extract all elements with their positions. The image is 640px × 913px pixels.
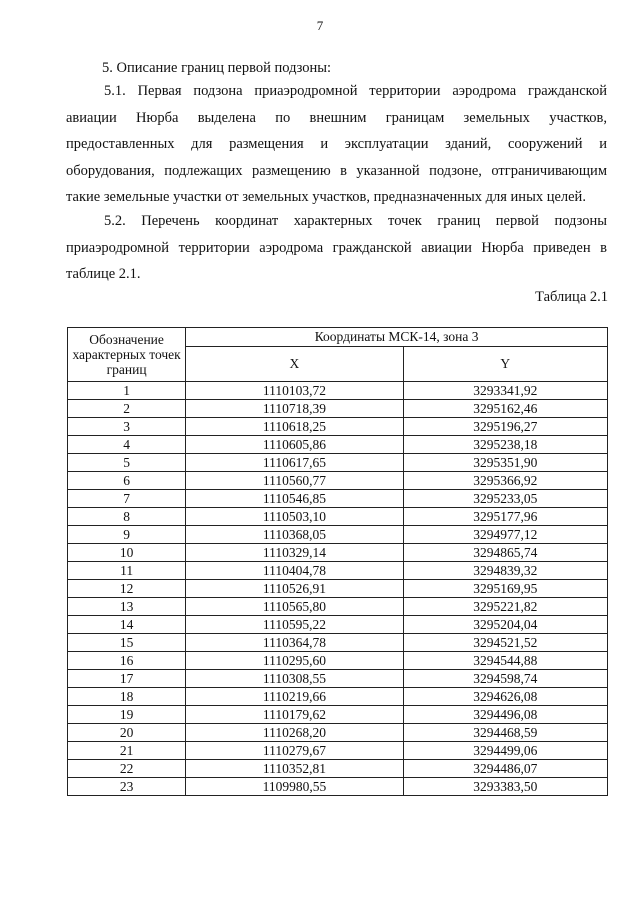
cell-point-number: 8 [68, 508, 186, 526]
cell-y: 3294839,32 [403, 562, 607, 580]
cell-x: 1110526,91 [186, 580, 403, 598]
cell-x: 1110503,10 [186, 508, 403, 526]
cell-point-number: 15 [68, 634, 186, 652]
table-row [68, 760, 608, 778]
table-row [68, 724, 608, 742]
header-y: Y [403, 347, 607, 382]
cell-x: 1110595,22 [186, 616, 403, 634]
cell-y: 3294598,74 [403, 670, 607, 688]
cell-x: 1110605,86 [186, 436, 403, 454]
table-row [68, 400, 608, 418]
cell-point-number: 1 [68, 382, 186, 400]
table-header [68, 328, 608, 382]
cell-y: 3294486,07 [403, 760, 607, 778]
table-row [68, 544, 608, 562]
table-row [68, 526, 608, 544]
table-row [68, 706, 608, 724]
cell-x: 1109980,55 [186, 778, 403, 796]
cell-x: 1110308,55 [186, 670, 403, 688]
cell-point-number: 20 [68, 724, 186, 742]
cell-y: 3295162,46 [403, 400, 607, 418]
table-body [68, 382, 608, 796]
table-row [68, 742, 608, 760]
table-row [68, 508, 608, 526]
table-row [68, 598, 608, 616]
cell-x: 1110279,67 [186, 742, 403, 760]
table-row [68, 688, 608, 706]
table-row [68, 454, 608, 472]
cell-point-number: 21 [68, 742, 186, 760]
table-row [68, 616, 608, 634]
cell-point-number: 17 [68, 670, 186, 688]
cell-point-number: 12 [68, 580, 186, 598]
cell-x: 1110404,78 [186, 562, 403, 580]
cell-y: 3295221,82 [403, 598, 607, 616]
cell-y: 3295238,18 [403, 436, 607, 454]
cell-y: 3294626,08 [403, 688, 607, 706]
cell-x: 1110560,77 [186, 472, 403, 490]
cell-y: 3295196,27 [403, 418, 607, 436]
cell-x: 1110179,62 [186, 706, 403, 724]
cell-point-number: 9 [68, 526, 186, 544]
cell-x: 1110617,65 [186, 454, 403, 472]
cell-point-number: 5 [68, 454, 186, 472]
cell-y: 3294496,08 [403, 706, 607, 724]
header-x: X [186, 347, 403, 382]
cell-x: 1110352,81 [186, 760, 403, 778]
table-row [68, 472, 608, 490]
paragraph-5-1: 5.1. Первая подзона приаэродромной территории аэродрома гражданской авиации Нюрба выделена по внешним границам земельных участков, предоставленных для размещения и эксплуатации зданий, сооружений и оборудования, подлежащих размещению в указанной подзоне, отграничивающим такие земельные участки от земельных участков, предназначенных для иных целей. [66, 83, 607, 205]
cell-y: 3295169,95 [403, 580, 607, 598]
cell-y: 3294544,88 [403, 652, 607, 670]
table-row [68, 436, 608, 454]
table-row [68, 652, 608, 670]
cell-point-number: 6 [68, 472, 186, 490]
cell-x: 1110219,66 [186, 688, 403, 706]
table-row [68, 670, 608, 688]
cell-point-number: 7 [68, 490, 186, 508]
table-caption: Таблица 2.1 [535, 289, 608, 305]
table-row [68, 490, 608, 508]
table-row [68, 382, 608, 400]
cell-x: 1110295,60 [186, 652, 403, 670]
cell-x: 1110268,20 [186, 724, 403, 742]
cell-point-number: 2 [68, 400, 186, 418]
cell-x: 1110103,72 [186, 382, 403, 400]
page-number: 7 [316, 18, 324, 33]
cell-y: 3294521,52 [403, 634, 607, 652]
cell-x: 1110364,78 [186, 634, 403, 652]
cell-point-number: 23 [68, 778, 186, 796]
table-row [68, 634, 608, 652]
cell-y: 3295351,90 [403, 454, 607, 472]
cell-point-number: 19 [68, 706, 186, 724]
table-row [68, 562, 608, 580]
cell-x: 1110368,05 [186, 526, 403, 544]
cell-point-number: 13 [68, 598, 186, 616]
cell-point-number: 3 [68, 418, 186, 436]
cell-y: 3294865,74 [403, 544, 607, 562]
cell-x: 1110329,14 [186, 544, 403, 562]
cell-y: 3295204,04 [403, 616, 607, 634]
cell-y: 3294468,59 [403, 724, 607, 742]
cell-y: 3293341,92 [403, 382, 607, 400]
cell-y: 3295233,05 [403, 490, 607, 508]
cell-y: 3295366,92 [403, 472, 607, 490]
cell-y: 3294499,06 [403, 742, 607, 760]
cell-x: 1110718,39 [186, 400, 403, 418]
table-row [68, 418, 608, 436]
coordinates-table [67, 327, 608, 796]
cell-y: 3295177,96 [403, 508, 607, 526]
cell-x: 1110565,80 [186, 598, 403, 616]
cell-x: 1110546,85 [186, 490, 403, 508]
cell-point-number: 16 [68, 652, 186, 670]
cell-point-number: 11 [68, 562, 186, 580]
cell-y: 3293383,50 [403, 778, 607, 796]
table-row [68, 580, 608, 598]
header-point-designation: Обозначение характерных точек границ [68, 328, 186, 382]
cell-point-number: 18 [68, 688, 186, 706]
section-heading: 5. Описание границ первой подзоны: [102, 60, 332, 76]
cell-point-number: 22 [68, 760, 186, 778]
cell-point-number: 4 [68, 436, 186, 454]
cell-point-number: 14 [68, 616, 186, 634]
cell-y: 3294977,12 [403, 526, 607, 544]
cell-point-number: 10 [68, 544, 186, 562]
paragraph-5-2: 5.2. Перечень координат характерных точек границ первой подзоны приаэродромной территории аэродрома гражданской авиации Нюрба приведен в таблице 2.1. [66, 213, 607, 282]
table-row [68, 778, 608, 796]
cell-x: 1110618,25 [186, 418, 403, 436]
header-coordinates-group: Координаты МСК-14, зона 3 [186, 328, 608, 347]
